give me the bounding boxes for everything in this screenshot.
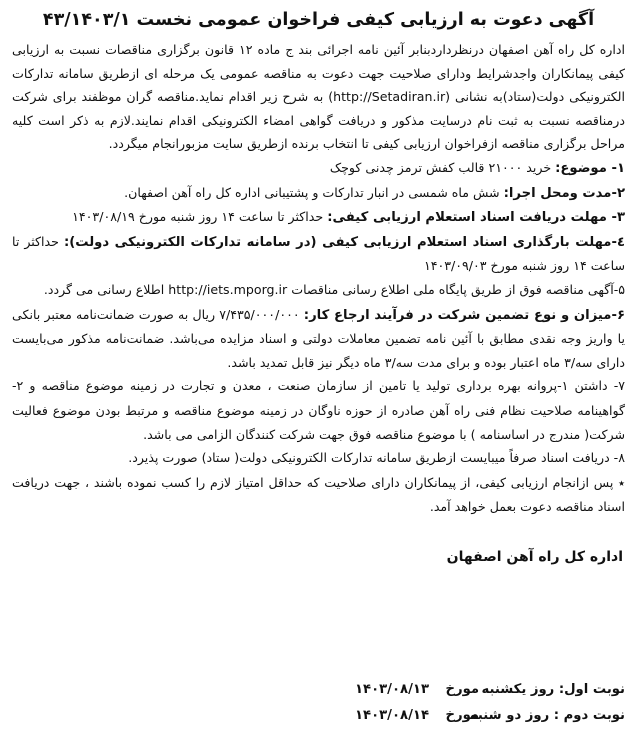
item-text: ۸- دریافت اسناد صرفاً میبایست ازطریق سامانه تدارکات الکترونیکی دولت( ستاد) صورت پذیرد. bbox=[128, 450, 625, 466]
item-documents bbox=[12, 446, 625, 471]
item-text: حداکثر تا ساعت ۱۴ روز شنبه مورخ ۱۴۰۳/۰۹/۰۳ bbox=[12, 233, 625, 274]
item-receive-deadline bbox=[12, 205, 625, 230]
organization-signature: اداره کل راه آهن اصفهان bbox=[446, 548, 623, 565]
notice-items bbox=[12, 156, 625, 519]
turn-date-label: مورخ bbox=[445, 682, 479, 697]
item-requirements bbox=[12, 374, 625, 446]
turn-label: نوبت اول: روز یکشنبه bbox=[481, 682, 625, 697]
turn-date: ۱۴۰۳/۰۸/۱۴ bbox=[354, 708, 429, 723]
intro-paragraph: اداره کل راه آهن اصفهان درنظرداردبنابر آئین نامه اجرائی بند ج ماده ۱۲ قانون برگزاری مناقصات نسبت به ارزیابی کیفی پیمانکاران واجدشرایط ودارای صلاحیت جهت دعوت به مناقصه عمومی یک مرحله ای ازطریق سامانه تدارکات الکترونیکی دولت(ستاد)به نشانی (http://Setadiran.ir) به شرح زیر اقدام نماید.مناقصه گران موظفند برای شرکت درمناقصه نسبت به ثبت نام درسایت مذکور و دریافت گواهی امضاء الکترونیکی اقدام نمایند.لازم به ذکر است کلیه مراحل برگزاری مناقصه ازفراخوان ارزیابی کیفی تا انتخاب برنده ازطریق سایت مزبورانجام میگردد. bbox=[12, 42, 626, 152]
item-label: ٤-مهلت بارگذاری اسناد استعلام ارزیابی کیفی (در سامانه تدارکات الکترونیکی دولت): bbox=[63, 234, 626, 250]
turn-label: نوبت دوم : روز دو شنبه bbox=[469, 708, 625, 723]
notice-title: آگهی دعوت به ارزیابی کیفی فراخوان عمومی نخست ۴۳/۱۴۰۳/۱ bbox=[42, 10, 595, 30]
item-duration bbox=[12, 181, 625, 206]
item-label: ۳- مهلت دریافت اسناد استعلام ارزیابی کیفی: bbox=[327, 210, 625, 226]
item-upload-deadline bbox=[12, 230, 625, 278]
turn-date-label: مورخ bbox=[445, 708, 479, 723]
publication-turn-first bbox=[305, 677, 625, 703]
item-text: ۷/۴۳۵/۰۰۰/۰۰۰ ریال به صورت ضمانت‌نامه معتبر بانکی یا واریز وجه نقدی مطابق با آئین نامه تضمین معاملات دولتی و اسناد مزایده می‌باشد. ضمانت‌نامه مذکور می‌بایست دارای سه/۳ ماه اعتبار بوده و برای مدت سه/۳ ماه دیگر نیز قابل تمدید باشد. bbox=[12, 306, 625, 370]
item-text: ۵-آگهی مناقصه فوق از طریق پایگاه ملی اطلاع رسانی مناقصات http://iets.mporg.ir اطلاع رسانی می گردد. bbox=[43, 281, 625, 297]
publication-turns bbox=[305, 677, 625, 729]
item-text: حداکثر تا ساعت ۱۴ روز شنبه مورخ ۱۴۰۳/۰۸/۱۹ bbox=[72, 209, 328, 225]
item-announcement bbox=[12, 278, 625, 303]
item-label: ۶-میزان و نوع تضمین شرکت در فرآیند ارجاع کار: bbox=[303, 307, 625, 323]
turn-date: ۱۴۰۳/۰۸/۱۳ bbox=[354, 682, 429, 697]
item-text: ۷- داشتن ۱-پروانه بهره برداری تولید یا تامین از سازمان صنعت ، معدن و تجارت در زمینه موضوع مناقصه و ۲-گواهینامه صلاحیت نظام فنی راه آهن صادره از حوزه ناوگان در زمینه موضوع مناقصه و مرتبط بودن موضوع فعالیت شرکت( مندرج در اساسنامه ) با موضوع مناقصه فوق جهت شرکت کنندگان الزامی می باشد. bbox=[12, 378, 626, 442]
item-text: شش ماه شمسی در انبار تدارکات و پشتیبانی اداره کل راه آهن اصفهان. bbox=[124, 184, 504, 200]
item-guarantee bbox=[12, 303, 625, 375]
item-label: ۱- موضوع: bbox=[555, 160, 625, 176]
item-note bbox=[12, 471, 625, 519]
item-subject bbox=[12, 156, 625, 181]
item-text: ٭ پس ازانجام ارزیابی کیفی، از پیمانکاران دارای صلاحیت که حداقل امتیاز لازم را کسب نموده باشند ، جهت دریافت اسناد مناقصه دعوت بعمل خواهد آمد. bbox=[12, 474, 625, 515]
item-label: ۲-مدت ومحل اجرا: bbox=[503, 185, 625, 201]
item-text: خرید ۲۱۰۰۰ قالب کفش ترمز چدنی کوچک bbox=[329, 159, 556, 175]
publication-turn-second bbox=[305, 703, 625, 729]
